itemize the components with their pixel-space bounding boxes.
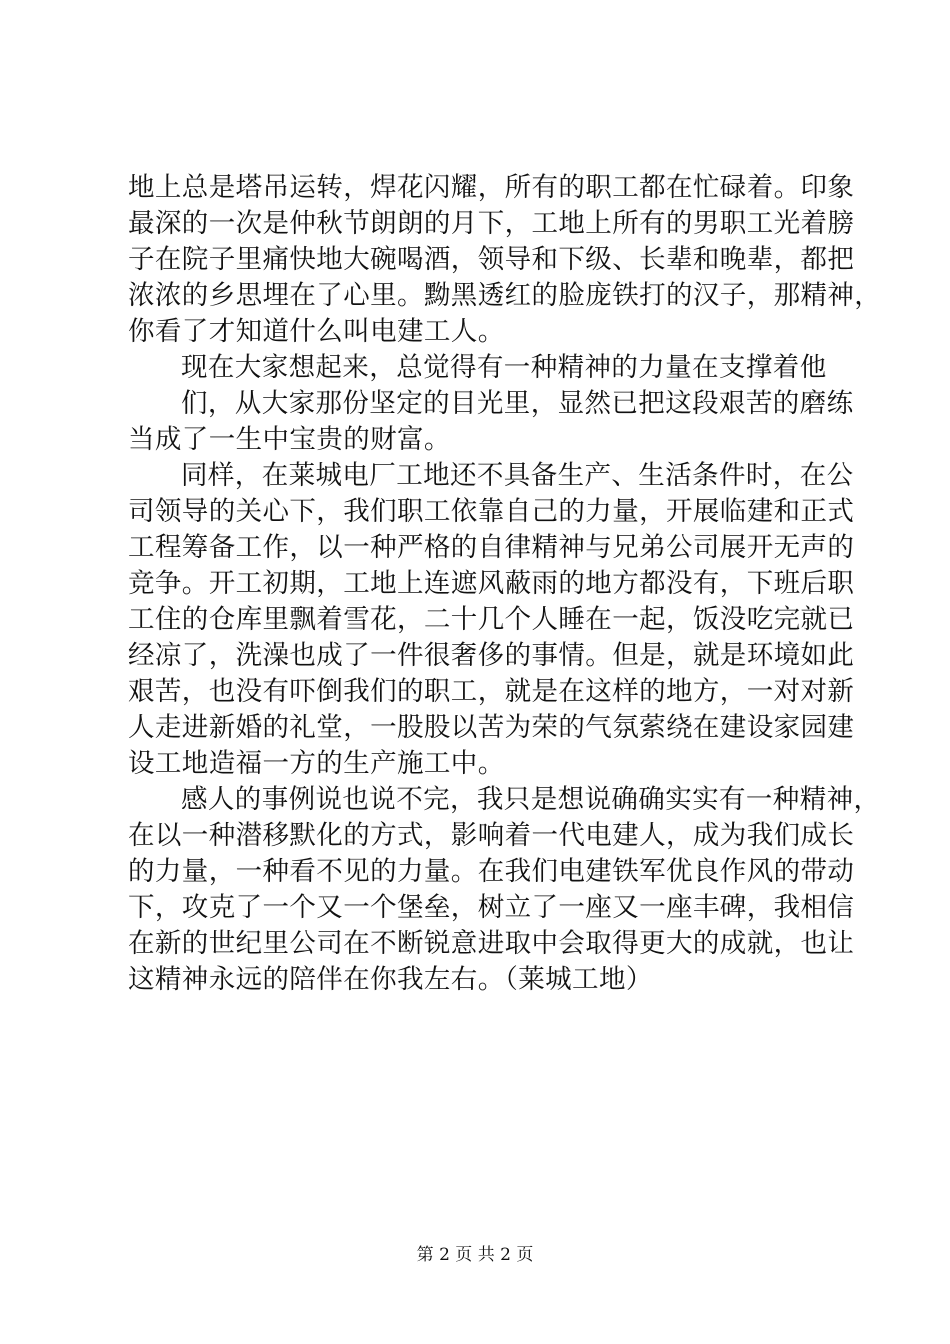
text-line: 下，攻克了一个又一个堡垒，树立了一座又一座丰碑，我相信 (128, 892, 855, 923)
text-line: 工程筹备工作，以一种严格的自律精神与兄弟公司展开无声的 (128, 532, 855, 563)
text-line: 子在院子里痛快地大碗喝酒，领导和下级、长辈和晚辈，都把 (128, 244, 855, 275)
text-line: 的力量，一种看不见的力量。在我们电建铁军优良作风的带动 (128, 856, 855, 887)
text-line: 人走进新婚的礼堂，一股股以苦为荣的气氛萦绕在建设家园建 (128, 712, 855, 743)
text-line: 这精神永远的陪伴在你我左右。（莱城工地） (128, 964, 653, 995)
text-line: 工住的仓库里飘着雪花，二十几个人睡在一起，饭没吃完就已 (128, 604, 855, 635)
text-line: 经凉了，洗澡也成了一件很奢侈的事情。但是，就是环境如此 (128, 640, 855, 671)
text-line: 浓浓的乡思埋在了心里。黝黑透红的脸庞铁打的汉子，那精神， (128, 280, 882, 311)
text-line: 当成了一生中宝贵的财富。 (128, 424, 451, 455)
text-line: 艰苦，也没有吓倒我们的职工，就是在这样的地方，一对对新 (128, 676, 855, 707)
text-line: 司领导的关心下，我们职工依靠自己的力量，开展临建和正式 (128, 496, 855, 527)
text-line: 在新的世纪里公司在不断锐意进取中会取得更大的成就，也让 (128, 928, 855, 959)
text-line: 在以一种潜移默化的方式，影响着一代电建人，成为我们成长 (128, 820, 855, 851)
paragraph-first-line: 感人的事例说也说不完，我只是想说确确实实有一种精神， (181, 784, 881, 815)
text-line: 你看了才知道什么叫电建工人。 (128, 316, 505, 347)
text-line: 竞争。开工初期，工地上连遮风蔽雨的地方都没有，下班后职 (128, 568, 855, 599)
paragraph-first-line: 同样，在莱城电厂工地还不具备生产、生活条件时，在公 (181, 460, 854, 491)
document-body (128, 170, 882, 998)
page-number-footer: 第 2 页 共 2 页 (416, 1245, 534, 1265)
text-line: 最深的一次是仲秋节朗朗的月下，工地上所有的男职工光着膀 (128, 208, 855, 239)
paragraph-first-line: 现在大家想起来，总觉得有一种精神的力量在支撑着他 (181, 352, 827, 383)
text-line: 们，从大家那份坚定的目光里，显然已把这段艰苦的磨练 (181, 388, 854, 419)
text-line: 地上总是塔吊运转，焊花闪耀，所有的职工都在忙碌着。印象 (128, 172, 855, 203)
text-line: 设工地造福一方的生产施工中。 (128, 748, 505, 779)
